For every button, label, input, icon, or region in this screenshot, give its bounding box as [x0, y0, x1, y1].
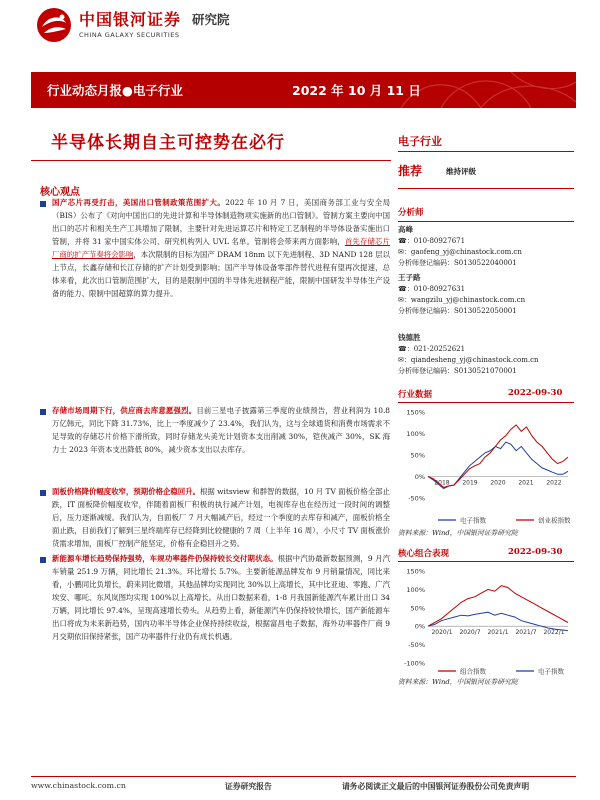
analysts-divider — [398, 221, 574, 222]
y-tick-label: 0% — [414, 622, 425, 631]
x-tick-label: 2020 — [490, 479, 506, 487]
brand-logo — [36, 7, 72, 43]
rating-divider — [398, 188, 574, 189]
y-tick-label: 50% — [410, 451, 425, 460]
analyst-3-name: 钱德胜 — [398, 333, 421, 342]
analyst-2-tel: ☎：010-80927631 — [398, 285, 466, 293]
paragraph-1-lead: 国产芯片再受打击，美国出口管制政策范围扩大。 — [52, 198, 226, 207]
report-date: 2022 年 10 月 11 日 — [292, 83, 421, 98]
paragraph-4-body: 根据中汽协最新数据预测，9 月汽车销量 251.9 万辆，同比增长 21.3%。环比增长 5.7%。主要新能源品牌发布 9 月销量情况，同比来看，小鹏同比负增长，蔚来同比微增，其他品牌均实现同比 30%以上高增长，其中比亚迪、零跑、广汽埃安、哪吒、东风岚图均实现 100%以上高增长。从出口数据来看，1-8 月我国新能源汽车累计出口 34 万辆，同比增长 97.4%，呈现高速增长势头。从趋势上看，新能源汽车仍保持较快增长，国产新能源车出口将成为未来新趋势，国内功率半导体企业保持持续收益，根据富昌电子数据，海外功率器件厂商 9 月交期依旧保持紧张，国产功率器件行业仍有成长机遇。 — [52, 554, 390, 641]
bullet-4 — [40, 557, 46, 563]
analyst-2-cert: 分析师登记编码：S0130522050001 — [398, 307, 517, 315]
footer-divider — [31, 776, 576, 777]
paragraph-4 — [52, 552, 390, 643]
series-line-2 — [428, 612, 568, 630]
section-core-heading: 核心观点 — [40, 187, 80, 198]
title-divider — [31, 160, 391, 161]
analyst-1-tel: ☎：010-80927671 — [398, 237, 466, 245]
chart-1-source: 资料来源：Wind，中国银河证券研究院 — [398, 529, 518, 537]
chart-1-divider — [398, 402, 574, 403]
x-tick-label: 2020/7 — [459, 629, 481, 637]
y-tick-label: -100% — [404, 659, 425, 668]
analyst-1 — [398, 224, 578, 269]
analyst-2-email[interactable]: ✉：wangzilu_yj@chinastock.com.cn — [398, 296, 526, 304]
report-banner — [31, 72, 576, 108]
legend-label: 组合指数 — [460, 667, 486, 676]
y-tick-label: 0% — [414, 473, 425, 481]
paragraph-3-body: 根据 witsview 和群智的数据，10 月 TV 面板价格全部止跌，IT 面板降价幅度收窄，伴随着面板厂积极的执行减产计划，电视库存也在经历过一段时间的调整后，压力逐渐减缓。我们认为，自面板厂 7 月大幅减产后，经过一个季度的去库存和减产，面板价格全面止跌，目前我们了解到三星终端库存已经降到比较健康的 7 周（上半年 16 周），小尺寸 TV 面板涨价货需求增加，面板厂控制产能坚定，价格有企稳回升之势。 — [52, 487, 390, 548]
chart-2-divider — [398, 561, 574, 562]
analyst-1-cert: 分析师登记编码：S0130522040001 — [398, 259, 517, 267]
analyst-2 — [398, 272, 578, 317]
x-tick-label: 2021/1 — [487, 629, 509, 637]
y-tick-label: -50% — [408, 494, 425, 503]
analyst-3-cert: 分析师登记编码：S0130521070001 — [398, 367, 517, 375]
bullet-1 — [40, 201, 46, 207]
brand-name-en: CHINA GALAXY SECURITIES — [79, 31, 180, 39]
x-tick-label: 2021/7 — [515, 629, 537, 637]
rating-label: 推荐 — [398, 164, 423, 178]
legend-label: 电子指数 — [460, 516, 486, 525]
series-line-1 — [428, 586, 568, 627]
paragraph-1 — [52, 196, 390, 300]
paragraph-2 — [52, 404, 390, 456]
paragraph-1-body: 2022 年 10 月 7 日，美国商务部工业与安全局（BIS）公布了《对向中国出口的先进计算和半导体制造物项实施新的出口管制》。管制方案主要向中国出口的芯片和相关生产工具增加了限制，主要针对先进运算芯片和特定工艺制程的半导体设备实施出口管制，并将 31 家中国实体公司、研究机构列入 UVL 名单。管制将会带来两方面影响， — [52, 198, 390, 246]
footer-disclaimer: 请务必阅读正文最后的中国银河证券股份公司免责声明 — [342, 782, 530, 791]
chart-1-label: 行业数据 — [398, 390, 433, 400]
analyst-1-name: 高峰 — [398, 225, 413, 234]
chart-2 — [398, 565, 576, 677]
y-tick-label: 100% — [406, 430, 425, 438]
page-title: 半导体长期自主可控势在必行 — [51, 133, 285, 153]
y-tick-label: 100% — [406, 585, 425, 594]
brand-suffix: 研究院 — [192, 12, 230, 27]
chart-2-label: 核心组合表现 — [398, 549, 450, 559]
legend-label: 电子指数 — [538, 667, 564, 676]
industry-label: 电子行业 — [398, 135, 442, 148]
footer-site[interactable]: www.chinastock.com.cn — [31, 781, 126, 790]
y-tick-label: 50% — [410, 604, 425, 613]
x-tick-label: 2019 — [462, 479, 478, 487]
industry-divider — [398, 151, 574, 152]
analyst-3-tel: ☎：021-20252621 — [398, 345, 466, 353]
chart-1-date: 2022-09-30 — [508, 388, 563, 398]
x-tick-label: 2020/1 — [431, 629, 453, 637]
chart-1 — [398, 406, 576, 526]
paragraph-1-highlight: 首先存储芯片厂商的扩产节奏将会影响 — [52, 237, 390, 259]
analyst-2-name: 王子路 — [398, 273, 421, 282]
report-type: 行业动态月报●电子行业 — [47, 83, 183, 98]
x-tick-label: 2021 — [518, 479, 534, 487]
bullet-3 — [40, 490, 46, 496]
analyst-3-email[interactable]: ✉：qiandesheng_yj@chinastock.com.cn — [398, 356, 539, 364]
y-tick-label: -50% — [408, 641, 425, 650]
x-tick-label: 2022 — [546, 479, 562, 487]
paragraph-1-body-2: ，本次限制的目标为国产 DRAM 18nm 以下先进制程、3D NAND 128 层以上节点，长鑫存储和长江存储的扩产计划受到影响；国产半导体设备零部件替代进程有望再次提速，总体来看，此次出口管制范围扩大，目的是限制中国的半导体先进制程产能，限制中国研发半导体生产设备的能力、限制中国超算的算力提升。 — [52, 250, 390, 298]
paragraph-2-body: 目前三星电子披露第三季度的业绩预告，营业利润为 10.8 万亿韩元，同比下降 31.73%，比上一季度减少了 23.4%，我们认为，这与全球通货和消费市场需求不足导致的存储芯片价格下滑所致，同时存储龙头美光计划资本支出削减 30%，铠侠减产 30%，SK 海力士 2023 年资本支出降低 80%，减少资本支出以去库存。 — [52, 406, 390, 454]
x-tick-label: 2018 — [434, 479, 450, 487]
series-line-2 — [428, 425, 568, 487]
y-tick-label: 150% — [406, 408, 425, 417]
bullet-2 — [40, 409, 46, 415]
x-tick-label: 2022/1 — [543, 629, 565, 637]
footer-category: 证券研究报告 — [225, 782, 272, 791]
galaxy-logo-icon — [36, 7, 72, 43]
paragraph-3 — [52, 485, 390, 550]
analyst-3 — [398, 332, 578, 377]
y-tick-label: 150% — [406, 567, 425, 576]
analyst-1-email[interactable]: ✉：gaofeng_yj@chinastock.com.cn — [398, 248, 522, 256]
chart-2-source: 资料来源：Wind，中国银河证券研究院 — [398, 678, 518, 686]
rating-note: 维持评级 — [446, 167, 476, 176]
analysts-heading: 分析师 — [398, 208, 424, 218]
paragraph-3-lead: 面板价格降价幅度收窄，预期价格企稳回升。 — [52, 487, 201, 496]
legend-label: 创业板指数 — [538, 516, 571, 525]
paragraph-4-lead: 新能源车增长趋势保持强势，车规功率器件仍保持较长交付期状态。 — [52, 554, 278, 563]
brand-name: 中国银河证券 — [79, 10, 182, 29]
chart-2-date: 2022-09-30 — [508, 547, 563, 557]
paragraph-2-lead: 存储市场周期下行，供应商去库意愿强烈。 — [52, 406, 197, 415]
